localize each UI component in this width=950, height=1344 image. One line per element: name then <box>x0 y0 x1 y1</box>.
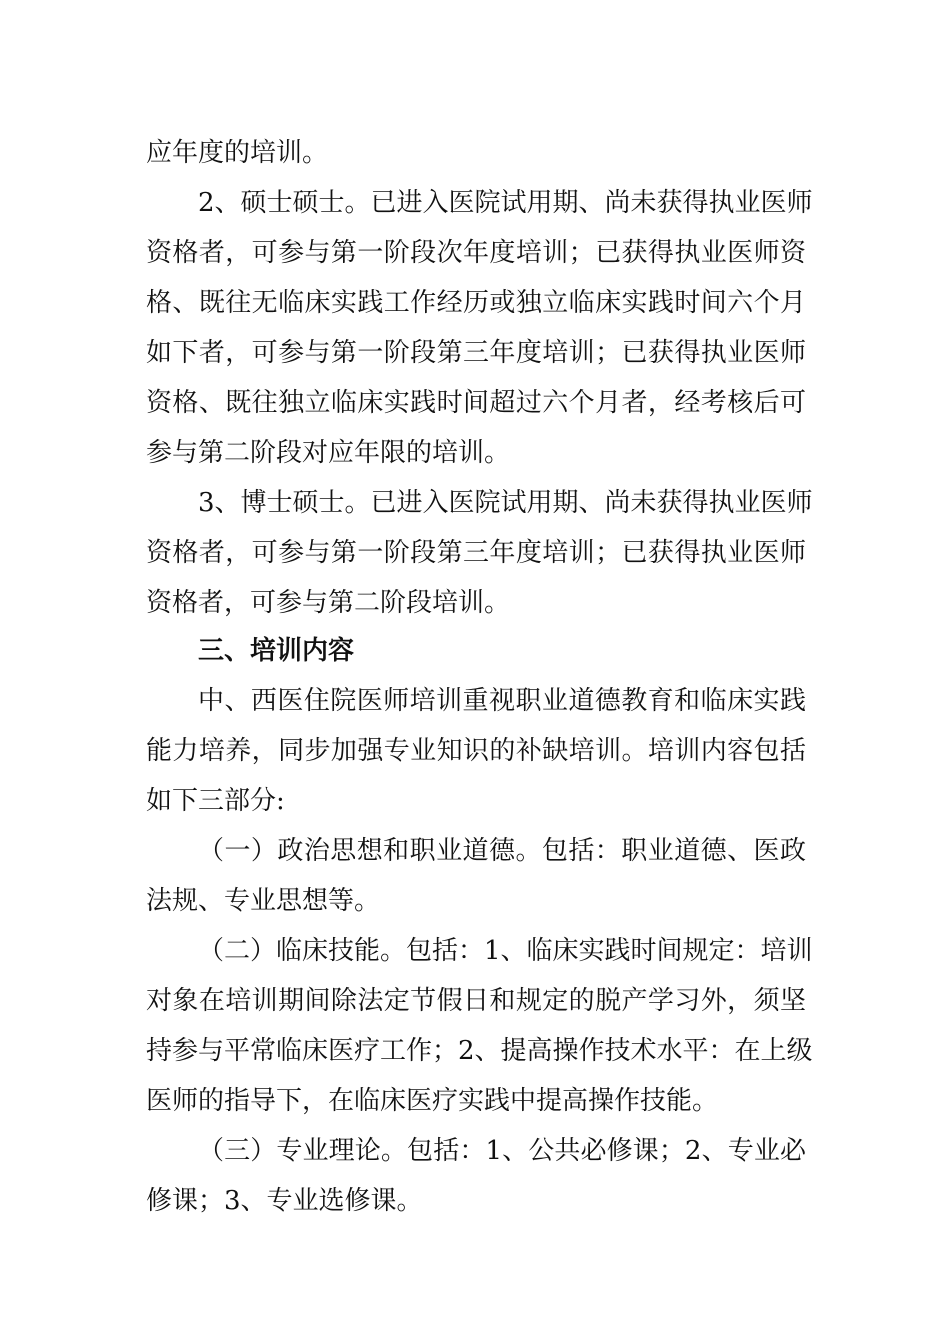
text-line-10: 资格者，可参与第二阶段培训。 <box>146 588 511 618</box>
text-line-12: 中、西医住院医师培训重视职业道德教育和临床实践 <box>198 686 806 716</box>
text-line-14: 如下三部分: <box>146 786 285 816</box>
text-line-18: 对象在培训期间除法定节假日和规定的脱产学习外，须坚 <box>146 986 806 1016</box>
text-line-1: 应年度的培训。 <box>146 138 329 168</box>
text-line-7: 参与第二阶段对应年限的培训。 <box>146 438 511 468</box>
text-line-3: 资格者，可参与第一阶段次年度培训；已获得执业医师资 <box>146 238 806 268</box>
text-line-13: 能力培养，同步加强专业知识的补缺培训。培训内容包括 <box>146 736 806 766</box>
text-line-2: 2、硕士硕士。已进入医院试用期、尚未获得执业医师 <box>198 188 813 218</box>
text-line-20: 医师的指导下，在临床医疗实践中提高操作技能。 <box>146 1086 719 1116</box>
text-line-15: （一）政治思想和职业道德。包括：职业道德、医政 <box>198 836 806 866</box>
text-line-17: （二）临床技能。包括：1、临床实践时间规定：培训 <box>198 936 813 966</box>
text-line-5: 如下者，可参与第一阶段第三年度培训；已获得执业医师 <box>146 338 806 368</box>
text-line-4: 格、既往无临床实践工作经历或独立临床实践时间六个月 <box>146 288 806 318</box>
text-line-19: 持参与平常临床医疗工作；2、提高操作技术水平：在上级 <box>146 1036 813 1066</box>
text-line-22: 修课；3、专业选修课。 <box>146 1186 423 1216</box>
text-line-6: 资格、既往独立临床实践时间超过六个月者，经考核后可 <box>146 388 806 418</box>
text-line-9: 资格者，可参与第一阶段第三年度培训；已获得执业医师 <box>146 538 806 568</box>
text-line-21: （三）专业理论。包括：1、公共必修课；2、专业必 <box>198 1136 806 1166</box>
text-line-8: 3、博士硕士。已进入医院试用期、尚未获得执业医师 <box>198 488 813 518</box>
text-line-16: 法规、专业思想等。 <box>146 886 381 916</box>
section-heading: 三、培训内容 <box>198 636 355 666</box>
